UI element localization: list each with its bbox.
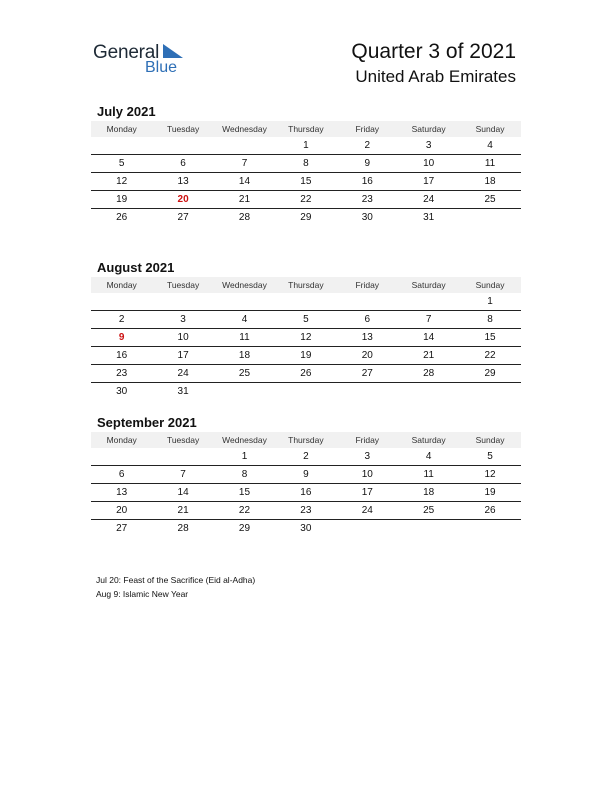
day-cell: 10 (361, 469, 373, 480)
logo-word-blue: Blue (145, 59, 178, 76)
day-cell: 2 (118, 314, 125, 325)
weekday-label: Friday (355, 280, 380, 290)
week-row (91, 173, 521, 191)
day-cell (398, 520, 459, 537)
month-september (91, 414, 521, 537)
logo-flag-icon (163, 44, 183, 60)
weekday-label: Sunday (475, 435, 505, 445)
day-cell: 22 (300, 194, 312, 205)
week-row (91, 155, 521, 173)
day-cell: 29 (238, 523, 251, 534)
day-cell: 22 (484, 350, 496, 361)
day-cell (91, 137, 152, 154)
day-cell: 14 (423, 332, 435, 343)
weekday-label: Monday (106, 435, 137, 445)
weekday-label: Friday (355, 124, 380, 134)
weekday-label: Wednesday (222, 435, 267, 445)
week-row (91, 311, 521, 329)
weekday-label: Thursday (288, 280, 324, 290)
day-cell (459, 383, 520, 400)
day-cell: 30 (300, 523, 312, 534)
week-row (91, 448, 521, 466)
weekday-label: Tuesday (166, 435, 200, 445)
day-cell (398, 293, 459, 310)
day-cell (152, 293, 213, 310)
day-cell: 18 (423, 487, 435, 498)
day-cell: 7 (180, 469, 186, 480)
day-cell (152, 448, 213, 465)
weekday-label: Sunday (475, 280, 505, 290)
day-cell: 17 (361, 487, 373, 498)
day-cell: 2 (364, 140, 371, 151)
day-cell: 22 (238, 505, 251, 516)
day-cell: 4 (487, 140, 493, 151)
day-cell: 2 (303, 451, 309, 462)
month-august (91, 259, 521, 400)
day-cell: 28 (177, 523, 189, 534)
day-cell (214, 293, 275, 310)
holiday-note: Jul 20: Feast of the Sacrifice (Eid al-Adha) (96, 575, 256, 585)
day-cell: 26 (116, 212, 128, 223)
week-row (91, 293, 521, 311)
week-row (91, 365, 521, 383)
day-cell (214, 137, 275, 154)
day-cell: 15 (238, 487, 251, 498)
day-cell: 24 (361, 505, 373, 516)
week-row (91, 466, 521, 484)
day-cell: 23 (300, 505, 312, 516)
day-cell: 8 (303, 158, 309, 169)
weekday-label: Tuesday (166, 124, 200, 134)
week-row (91, 502, 521, 520)
day-cell: 18 (484, 176, 496, 187)
day-cell: 3 (180, 314, 186, 325)
day-cell (214, 383, 275, 400)
day-cell: 25 (238, 368, 251, 379)
day-cell: 19 (484, 487, 496, 498)
day-cell: 5 (118, 158, 125, 169)
week-row (91, 520, 521, 537)
day-cell: 16 (361, 176, 373, 187)
day-cell: 1 (487, 296, 493, 307)
weekday-label: Wednesday (222, 124, 267, 134)
weekday-label: Thursday (288, 435, 324, 445)
day-cell (91, 448, 152, 465)
day-cell: 4 (241, 314, 248, 325)
day-cell: 9 (303, 469, 309, 480)
day-cell: 16 (300, 487, 312, 498)
week-row (91, 137, 521, 155)
day-cell: 5 (303, 314, 309, 325)
day-cell: 7 (425, 314, 432, 325)
day-cell: 3 (425, 140, 432, 151)
weekday-header-row (91, 121, 521, 137)
weekday-header-row (91, 432, 521, 448)
day-cell: 6 (180, 158, 186, 169)
holiday-notes (96, 573, 255, 601)
day-cell: 29 (484, 368, 496, 379)
day-cell: 7 (241, 158, 248, 169)
day-cell: 15 (484, 332, 496, 343)
day-cell: 10 (177, 332, 189, 343)
weekday-header-row (91, 277, 521, 293)
week-row (91, 383, 521, 400)
weekday-label: Saturday (411, 124, 446, 134)
day-cell (275, 293, 336, 310)
day-cell: 19 (116, 194, 128, 205)
weekday-label: Saturday (411, 435, 446, 445)
day-cell: 12 (484, 469, 496, 480)
generalblue-logo (93, 42, 193, 82)
day-cell: 17 (423, 176, 435, 187)
week-row (91, 329, 521, 347)
day-cell (459, 209, 520, 226)
day-cell: 8 (241, 469, 248, 480)
day-cell: 30 (116, 386, 128, 397)
day-cell: 12 (300, 332, 312, 343)
day-cell (337, 383, 398, 400)
day-cell: 18 (238, 350, 251, 361)
day-cell: 31 (177, 386, 189, 397)
logo-word-general: General (93, 42, 160, 63)
week-row (91, 209, 521, 226)
day-cell: 28 (423, 368, 435, 379)
day-cell: 30 (361, 212, 373, 223)
month-title: September 2021 (97, 415, 197, 430)
day-cell: 26 (300, 368, 312, 379)
day-cell: 29 (300, 212, 312, 223)
day-cell: 25 (423, 505, 435, 516)
day-cell: 27 (116, 523, 128, 534)
day-cell: 23 (361, 194, 373, 205)
month-title: July 2021 (97, 104, 156, 119)
day-cell: 27 (361, 368, 373, 379)
day-cell: 28 (238, 212, 251, 223)
day-cell: 14 (177, 487, 189, 498)
day-cell: 21 (238, 194, 251, 205)
week-row (91, 191, 521, 209)
day-cell: 11 (423, 469, 434, 480)
day-cell: 17 (177, 350, 189, 361)
day-cell: 23 (116, 368, 128, 379)
day-cell: 6 (118, 469, 125, 480)
day-cell: 24 (177, 368, 189, 379)
day-cell: 26 (484, 505, 496, 516)
day-cell: 4 (425, 451, 432, 462)
day-cell: 19 (300, 350, 312, 361)
weekday-label: Sunday (475, 124, 505, 134)
day-cell: 15 (300, 176, 312, 187)
day-cell: 13 (361, 332, 373, 343)
day-cell (337, 293, 398, 310)
day-cell: 6 (364, 314, 371, 325)
day-cell: 11 (484, 158, 496, 169)
country-name: United Arab Emirates (355, 67, 516, 86)
month-july (91, 103, 521, 226)
weekday-label: Tuesday (166, 280, 200, 290)
day-cell: 3 (364, 451, 371, 462)
weekday-label: Saturday (411, 280, 446, 290)
day-cell (275, 383, 336, 400)
weekday-label: Thursday (288, 124, 324, 134)
day-cell: 1 (241, 451, 248, 462)
weekday-label: Friday (355, 435, 380, 445)
weekday-label: Monday (106, 124, 137, 134)
weekday-label: Monday (106, 280, 137, 290)
day-cell: 9 (364, 158, 371, 169)
day-cell (152, 137, 213, 154)
day-cell: 20 (361, 350, 373, 361)
day-cell: 13 (116, 487, 128, 498)
page-title: Quarter 3 of 2021 (351, 40, 516, 63)
day-cell: 13 (177, 176, 189, 187)
day-cell: 5 (487, 451, 493, 462)
holiday-day-cell: 20 (177, 194, 189, 205)
day-cell: 21 (423, 350, 435, 361)
day-cell: 11 (239, 332, 250, 343)
month-title: August 2021 (97, 260, 175, 275)
day-cell: 14 (238, 176, 251, 187)
day-cell: 20 (116, 505, 128, 516)
day-cell (91, 293, 152, 310)
day-cell: 24 (423, 194, 435, 205)
day-cell: 31 (423, 212, 435, 223)
day-cell: 21 (177, 505, 189, 516)
day-cell: 25 (484, 194, 496, 205)
day-cell (398, 383, 459, 400)
day-cell: 12 (116, 176, 128, 187)
day-cell (337, 520, 398, 537)
day-cell: 10 (423, 158, 435, 169)
day-cell: 27 (177, 212, 189, 223)
week-row (91, 347, 521, 365)
day-cell: 1 (303, 140, 309, 151)
holiday-day-cell: 9 (118, 332, 125, 343)
holiday-note: Aug 9: Islamic New Year (96, 589, 189, 599)
day-cell (459, 520, 520, 537)
week-row (91, 484, 521, 502)
weekday-label: Wednesday (222, 280, 267, 290)
day-cell: 16 (116, 350, 128, 361)
day-cell: 8 (487, 314, 493, 325)
